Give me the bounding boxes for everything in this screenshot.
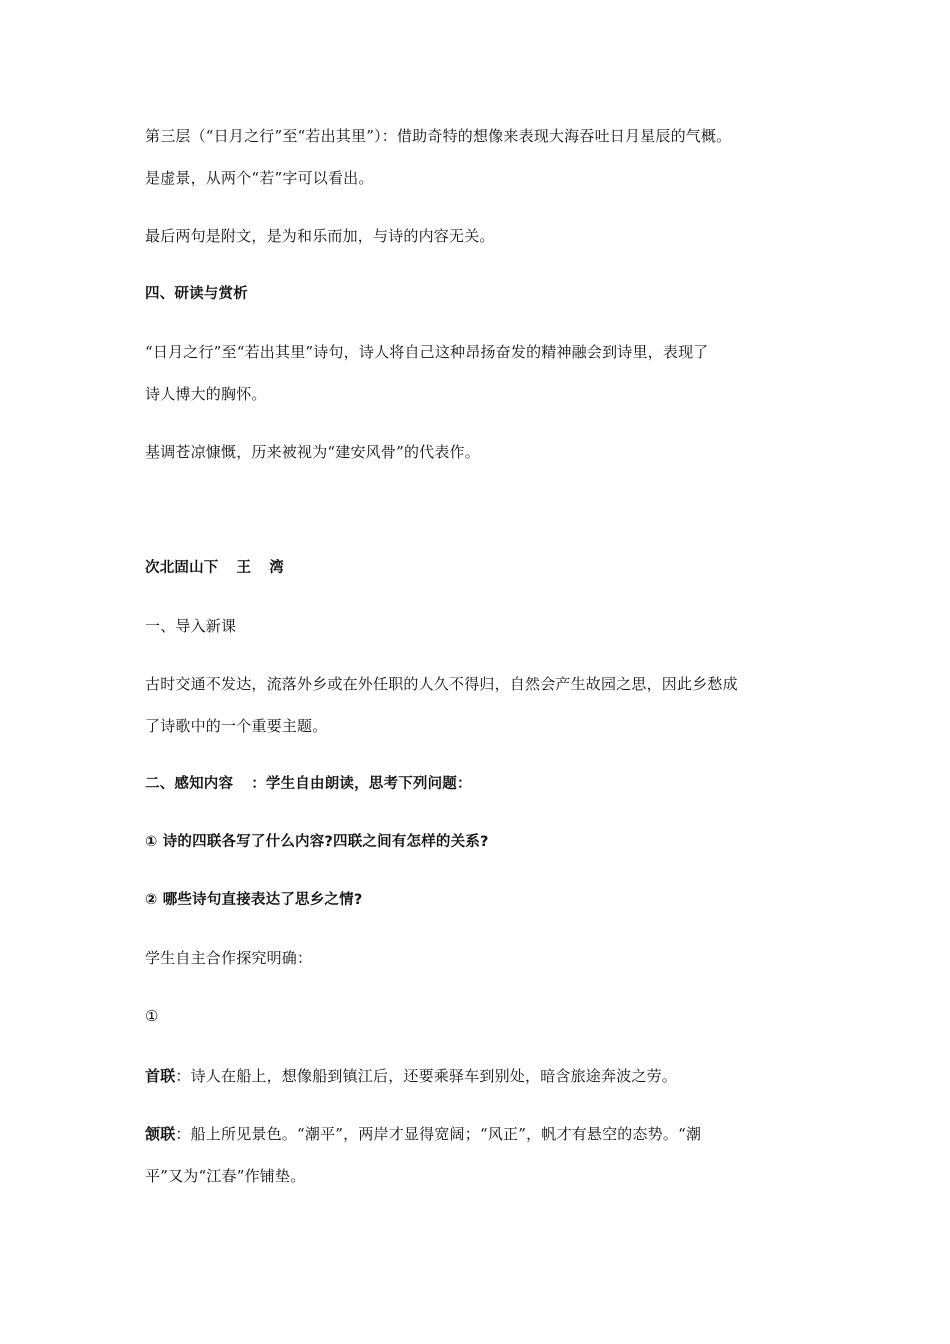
shoulian-label: 首联 <box>145 1067 176 1085</box>
paragraph-layer3-line1: 第三层（“日月之行”至“若出其里”）：借助奇特的想像来表现大海吞吐日月星辰的气概。 <box>145 127 732 145</box>
poem-author-last: 湾 <box>269 560 284 576</box>
paragraph-analysis-line2: 诗人博大的胸怀。 <box>145 385 267 403</box>
paragraph-students-explore: 学生自主合作探究明确： <box>145 949 313 967</box>
paragraph-appendix-note: 最后两句是附文，是为和乐而加，与诗的内容无关。 <box>145 227 495 245</box>
hanlian-text: ：船上所见景色。“潮平”，两岸才显得宽阔；“风正”，帆才有悬空的态势。“潮 <box>175 1125 702 1143</box>
paragraph-hanlian-line1 <box>145 1124 701 1144</box>
poem-title <box>145 558 284 578</box>
hanlian-label: 颔联 <box>145 1125 176 1143</box>
poem-author-first: 王 <box>236 560 252 576</box>
paragraph-tone: 基调苍凉慷慨，历来被视为“建安风骨”的代表作。 <box>145 443 480 461</box>
paragraph-intro-line2: 了诗歌中的一个重要主题。 <box>145 717 328 735</box>
section-heading-perception-rest: ：学生自由朗读，思考下列问题： <box>251 776 472 792</box>
section-heading-perception <box>145 774 472 794</box>
paragraph-shoulian <box>145 1066 677 1086</box>
shoulian-text: ：诗人在船上，想像船到镇江后，还要乘驿车到别处，暗含旅途奔波之劳。 <box>175 1067 678 1085</box>
paragraph-intro-line1: 古时交通不发达，流落外乡或在外任职的人久不得归，自然会产生故园之思，因此乡愁成 <box>145 675 738 693</box>
list-marker-1: ① <box>145 1007 159 1025</box>
section-heading-perception-label: 二、感知内容 <box>145 776 234 792</box>
question-2: ② 哪些诗句直接表达了思乡之情? <box>145 892 363 908</box>
poem-title-text: 次北固山下 <box>145 560 219 576</box>
section-heading-study: 四、研读与赏析 <box>145 286 248 302</box>
paragraph-layer3-line2: 是虚景，从两个“若”字可以看出。 <box>145 169 374 187</box>
paragraph-hanlian-line2: 平”又为“江春”作铺垫。 <box>145 1167 306 1185</box>
question-1: ① 诗的四联各写了什么内容?四联之间有怎样的关系? <box>145 834 489 850</box>
paragraph-analysis-line1: “日月之行”至“若出其里”诗句，诗人将自己这种昂扬奋发的精神融会到诗里，表现了 <box>145 343 709 361</box>
section-heading-intro: 一、导入新课 <box>145 617 237 635</box>
